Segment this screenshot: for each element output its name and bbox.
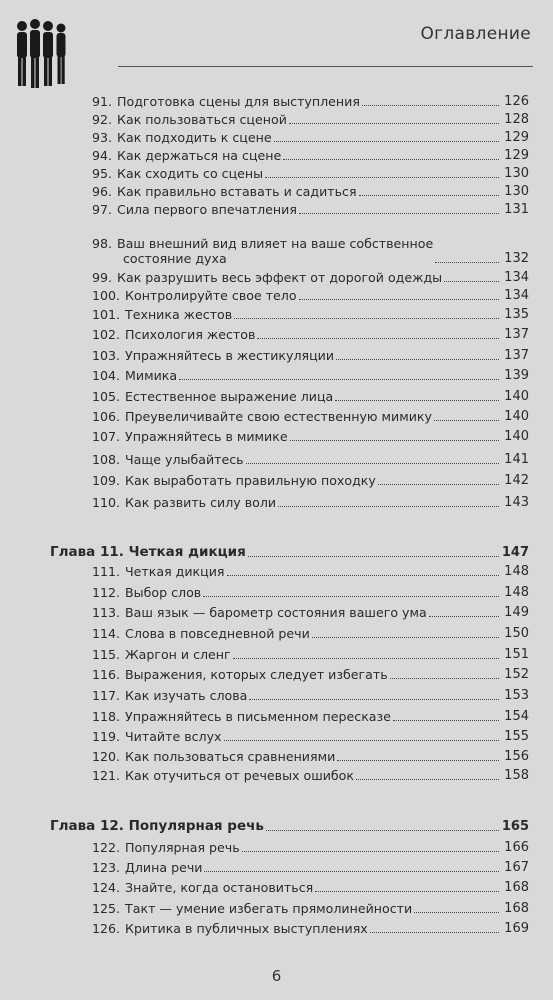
toc-entry: 101. Техника жестов 135 xyxy=(92,307,529,322)
toc-entry: 124. Знайте, когда остановиться 168 xyxy=(92,880,529,895)
toc-entry: 119. Читайте вслух 155 xyxy=(92,729,529,744)
page-number: 6 xyxy=(271,967,282,985)
toc-entry: 97. Сила первого впечатления 131 xyxy=(92,202,529,217)
toc-entry: 122. Популярная речь 166 xyxy=(92,840,529,855)
toc-entry: 100. Контролируйте свое тело 134 xyxy=(92,288,529,303)
toc-entry: 110. Как развить силу воли 143 xyxy=(92,495,529,510)
toc-entry: 93. Как подходить к сцене 129 xyxy=(92,130,529,145)
toc-entry: 107. Упражняйтесь в мимике 140 xyxy=(92,429,529,444)
toc-entry: 105. Естественное выражение лица 140 xyxy=(92,389,529,404)
chapter-heading: Глава 11. Четкая дикция 147 xyxy=(50,544,529,560)
toc-entry: 118. Упражняйтесь в письменном пересказе 154 xyxy=(92,709,529,724)
chapter-heading: Глава 12. Популярная речь 165 xyxy=(50,818,529,834)
toc-entry: 92. Как пользоваться сценой 128 xyxy=(92,112,529,127)
toc-entry: 96. Как правильно вставать и садиться 130 xyxy=(92,184,529,199)
toc-entry: 126. Критика в публичных выступлениях 169 xyxy=(92,921,529,936)
toc-entry: 112. Выбор слов 148 xyxy=(92,585,529,600)
header-divider xyxy=(118,66,533,67)
toc-entry: 111. Четкая дикция 148 xyxy=(92,564,529,579)
toc-entry: 98. Ваш внешний вид влияет на ваше собственное состояние духа 132 xyxy=(92,236,529,266)
toc-entry: 108. Чаще улыбайтесь 141 xyxy=(92,452,529,467)
toc-entry: 109. Как выработать правильную походку 142 xyxy=(92,473,529,488)
page-title: Оглавление xyxy=(420,24,531,44)
toc-entry: 104. Мимика 139 xyxy=(92,368,529,383)
toc-entry: 114. Слова в повседневной речи 150 xyxy=(92,626,529,641)
toc-entry: 117. Как изучать слова 153 xyxy=(92,688,529,703)
toc-entry: 91. Подготовка сцены для выступления 126 xyxy=(92,94,529,109)
toc-entry: 125. Такт — умение избегать прямолинейности 168 xyxy=(92,901,529,916)
toc-entry: 99. Как разрушить весь эффект от дорогой одежды 134 xyxy=(92,270,529,285)
toc-entry: 103. Упражняйтесь в жестикуляции 137 xyxy=(92,348,529,363)
toc-entry: 123. Длина речи 167 xyxy=(92,860,529,875)
toc-entry: 113. Ваш язык — барометр состояния вашего ума 149 xyxy=(92,605,529,620)
people-silhouettes-icon xyxy=(14,18,70,90)
toc-entry: 115. Жаргон и сленг 151 xyxy=(92,647,529,662)
toc-entry: 95. Как сходить со сцены 130 xyxy=(92,166,529,181)
toc-entry: 121. Как отучиться от речевых ошибок 158 xyxy=(92,768,529,783)
toc-entry: 94. Как держаться на сцене 129 xyxy=(92,148,529,163)
toc-entry: 106. Преувеличивайте свою естественную мимику 140 xyxy=(92,409,529,424)
toc-entry: 116. Выражения, которых следует избегать 152 xyxy=(92,667,529,682)
toc-entry: 102. Психология жестов 137 xyxy=(92,327,529,342)
toc-entry: 120. Как пользоваться сравнениями 156 xyxy=(92,749,529,764)
